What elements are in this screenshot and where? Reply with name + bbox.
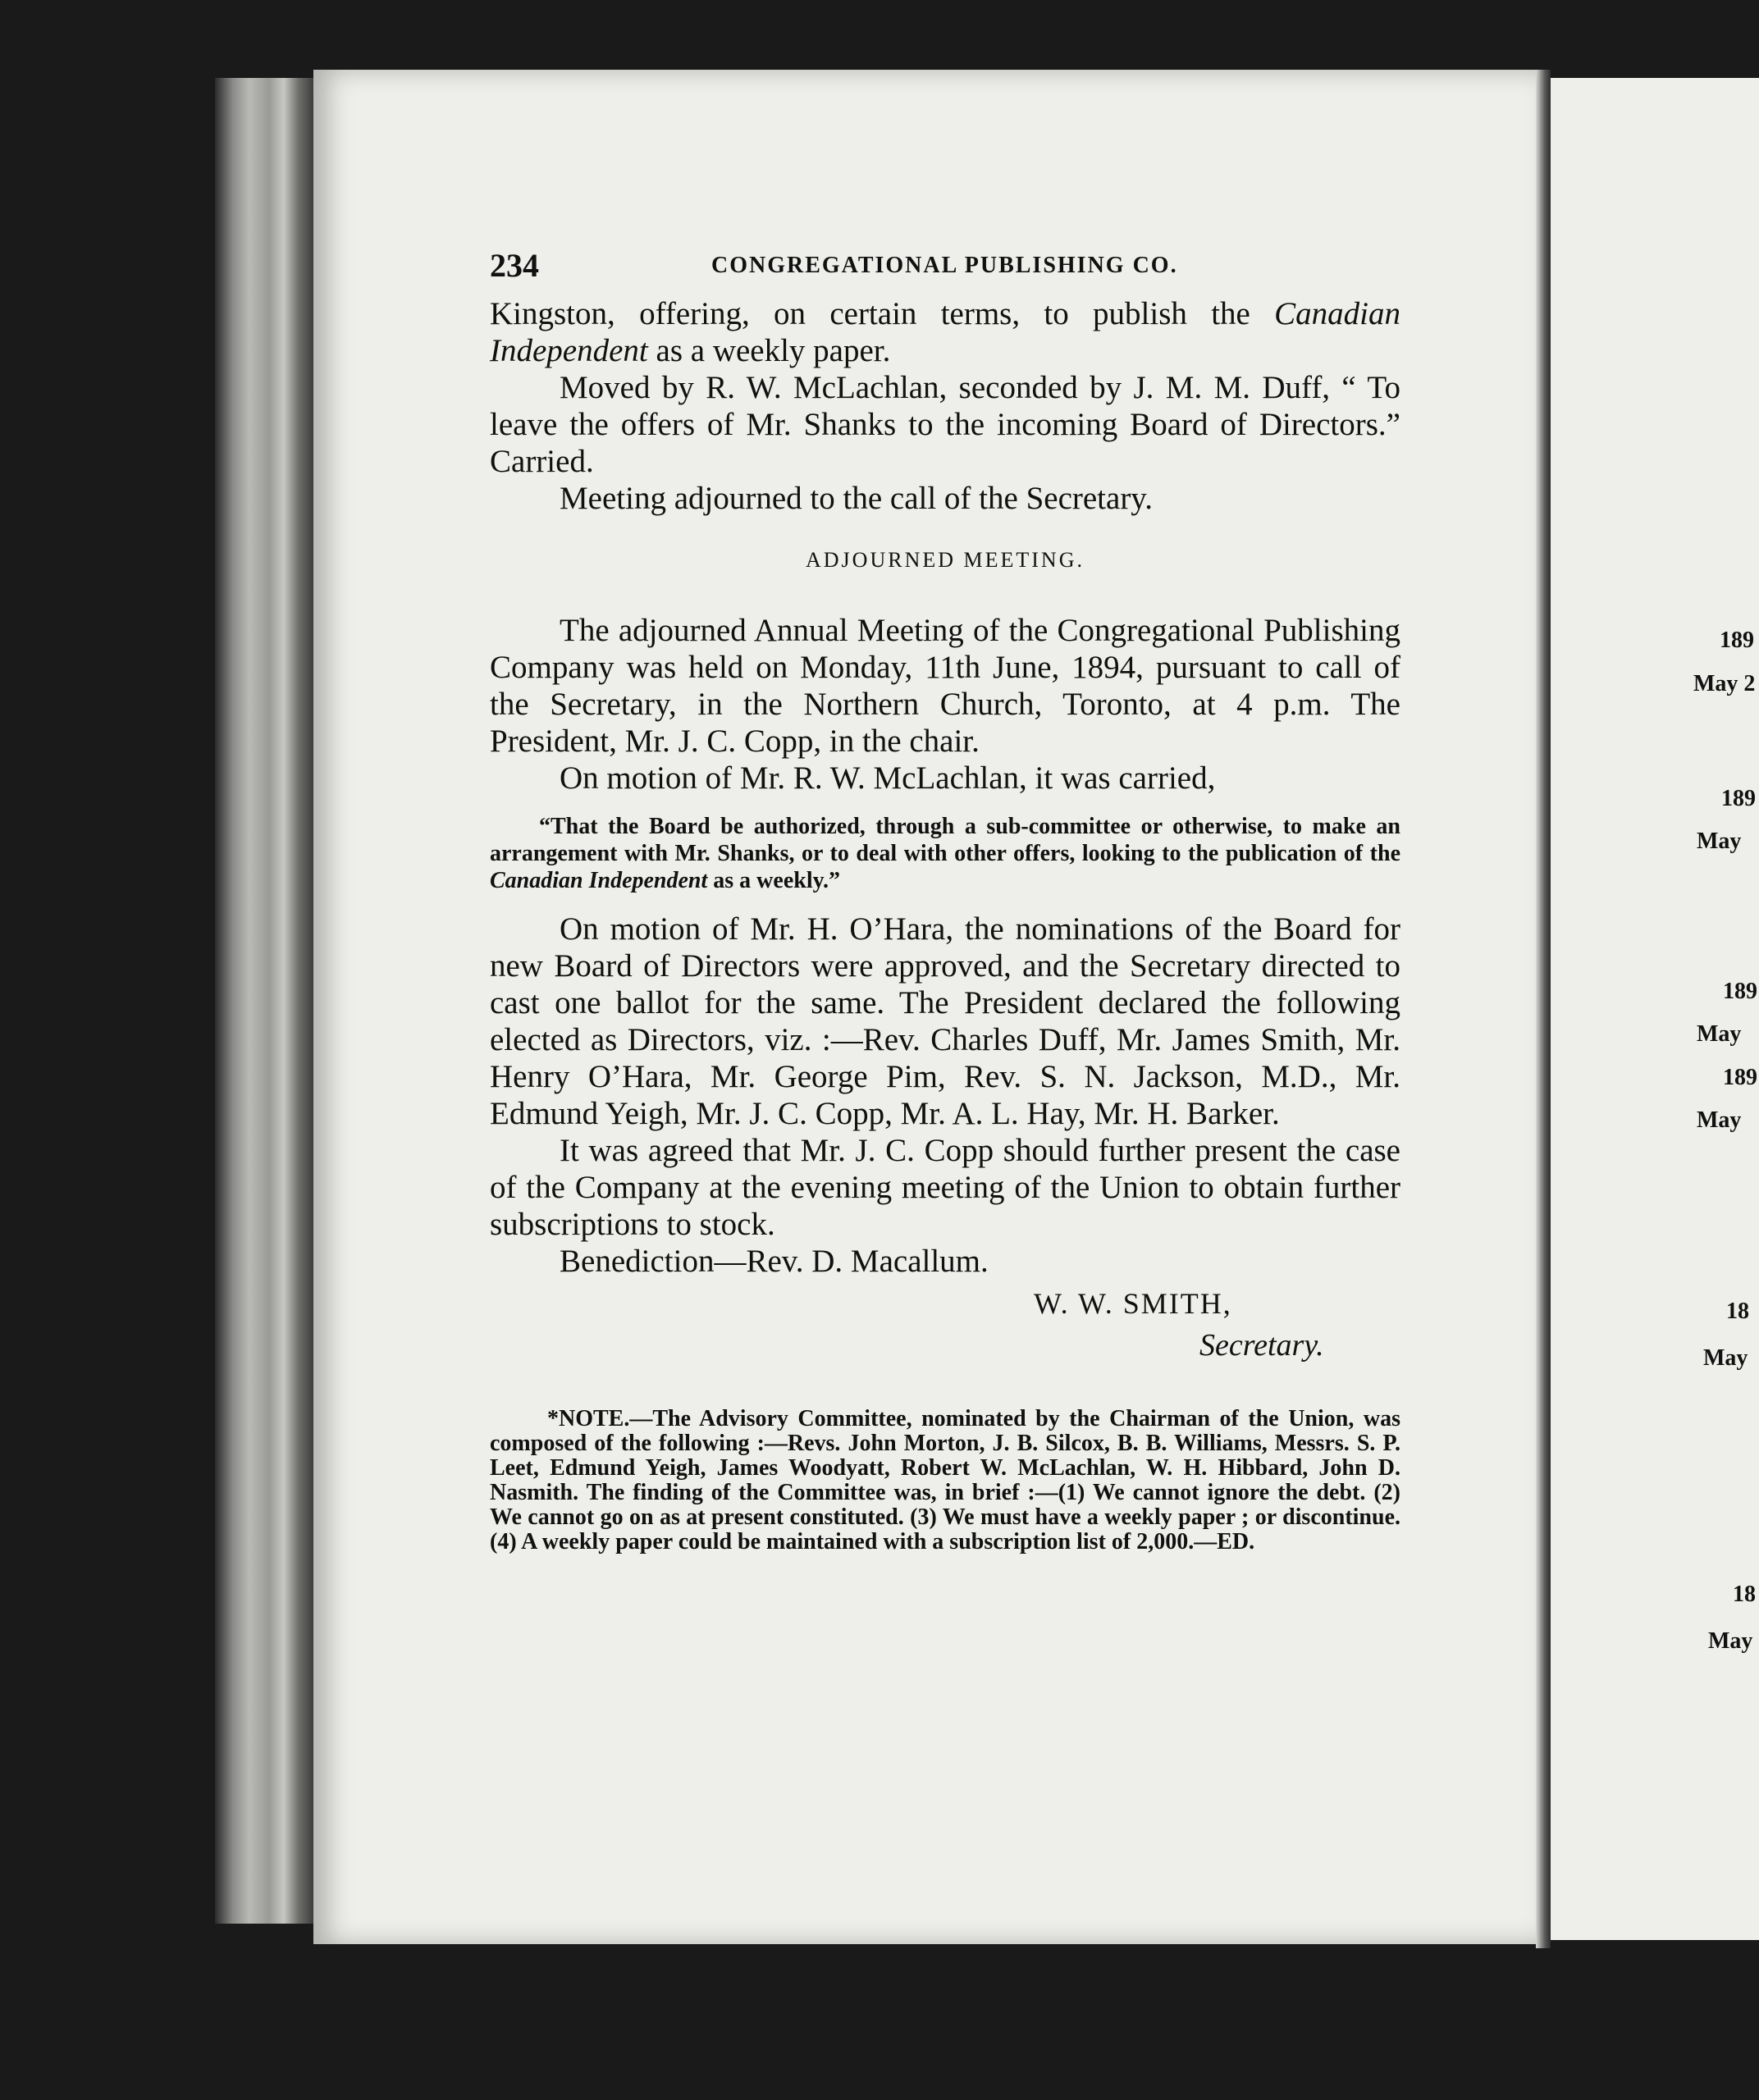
facing-page-entry: 18 [1726,1299,1749,1324]
paragraph-agreed: It was agreed that Mr. J. C. Copp should further present the case of the Company at the evening meeting of the Union to obtain further subscriptions to stock. [490,1133,1400,1242]
resolution-quote [490,813,1400,894]
facing-page-entry: 189 [1723,1065,1757,1090]
paragraph-motion-carried: On motion of Mr. R. W. McLachlan, it was carried, [560,760,1216,796]
paragraph-kingston [490,295,1400,369]
signature-name: W. W. SMITH, [1034,1287,1232,1320]
facing-page [1551,78,1759,1940]
running-head [490,246,1400,295]
page-number: 234 [490,247,539,284]
footnote: *NOTE.—The Advisory Committee, nominated by the Chairman of the Union, was composed of the following :—Revs. John Morton, J. B. Silcox, B. B. Williams, Messrs. S. P. Leet, Edmund Yeigh, James Woodyatt, Robert W. McLachlan, W. H. Hibbard, John D. Nasmith. The finding of the Committee was, in brief :—(1) We cannot ignore the debt. (2) We cannot go on as at present constituted. (3) We must have a weekly paper ; or discontinue. (4) A weekly paper could be maintained with a subscription list of 2,000.—ED. [490,1406,1400,1554]
book-page-edges [215,78,313,1924]
paragraph-benediction: Benediction—Rev. D. Macallum. [560,1244,989,1279]
facing-page-entry: 189 [1720,628,1754,653]
text-run: “That the Board be authorized, through a sub-committee or otherwise, to make an arrangement with Mr. Shanks, or to deal with other offers, looking to the publication of the [490,814,1400,866]
paragraph-directors: On motion of Mr. H. O’Hara, the nominations of the Board for new Board of Directors were approved, and the Secretary directed to cast one ballot for the same. The President declared the following elected as Directors, viz. :—Rev. Charles Duff, Mr. James Smith, Mr. Henry O’Hara, Mr. George Pim, Rev. S. N. Jackson, M.D., Mr. Edmund Yeigh, Mr. J. C. Copp, Mr. A. L. Hay, Mr. H. Barker. [490,911,1400,1131]
text-run: as a weekly.” [707,868,841,893]
facing-page-entry: 18 [1733,1582,1756,1607]
paragraph-motion: Moved by R. W. McLachlan, seconded by J. M. M. Duff, “ To leave the offers of Mr. Shanks to the incoming Board of Directors.” Carried. [490,370,1400,479]
text-run: as a weekly paper. [647,333,891,368]
facing-page-entry: May [1697,1021,1742,1047]
facing-page-entry: 189 [1723,979,1757,1004]
facing-page-entry: 189 [1721,786,1756,811]
running-title: CONGREGATIONAL PUBLISHING CO. [711,253,1178,278]
italic-title: Canadian Independent [490,868,708,893]
facing-page-entry: May [1708,1628,1753,1654]
facing-page-entry: May [1703,1345,1748,1371]
section-heading: ADJOURNED MEETING. [806,548,1085,572]
signature-title: Secretary. [1199,1328,1324,1363]
paragraph-adjourned: Meeting adjourned to the call of the Secretary. [560,481,1154,516]
facing-page-entry: May 2 [1693,671,1756,696]
book-gutter [1536,70,1551,1948]
page-content [490,246,1400,1554]
paragraph-meeting: The adjourned Annual Meeting of the Congregational Publishing Company was held on Monday, 11th June, 1894, pursuant to call of the Secretary, in the Northern Church, Toronto, at 4 p.m. The President, Mr. J. C. Copp, in the chair. [490,613,1400,759]
facing-page-entry: May [1697,1107,1742,1133]
facing-page-entry: May [1697,829,1742,854]
italic-title: Canadian Independent [490,296,1400,368]
text-run: Kingston, offering, on certain terms, to publish the [490,296,1275,331]
signature-block [490,1280,1400,1374]
